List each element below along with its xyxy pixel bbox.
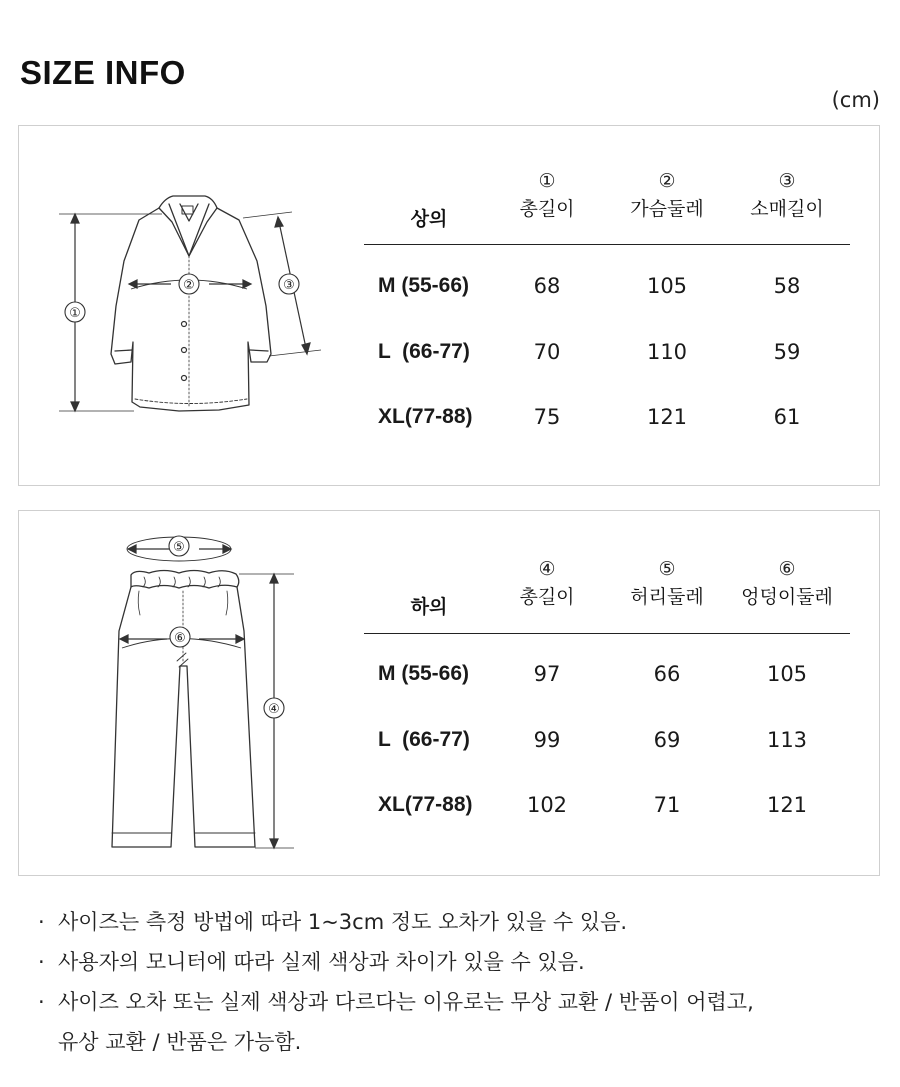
sleeve-marker-number: ③ (283, 278, 295, 293)
top-size-table (364, 126, 850, 485)
table-row (364, 271, 850, 301)
pants-illustration (19, 511, 364, 875)
bottom-column-waist: ⑤ 허리둘레 (630, 558, 704, 608)
value-cell: 97 (533, 662, 561, 686)
bottom-size-panel (18, 510, 880, 876)
bottom-table-divider (364, 633, 850, 634)
page-title: SIZE INFO (20, 54, 186, 91)
note-item: · 사용자의 모니터에 따라 실제 색상과 차이가 있을 수 있음. (38, 942, 878, 982)
value-cell: 75 (533, 405, 561, 429)
hip-marker-number: ⑥ (174, 631, 186, 646)
shirt-button (182, 348, 187, 353)
value-cell: 121 (766, 793, 808, 817)
shirt-button (182, 376, 187, 381)
value-cell: 70 (533, 340, 561, 364)
size-label: M (55-66) (378, 274, 470, 297)
value-cell: 113 (766, 728, 808, 752)
size-label: XL(77-88) (378, 793, 473, 816)
size-label: XL(77-88) (378, 405, 473, 428)
top-column-sleeve: ③ 소매길이 (750, 170, 824, 220)
note-item (38, 982, 878, 1062)
value-cell: 121 (646, 405, 688, 429)
top-column-length: ① 총길이 (519, 170, 575, 220)
note-line-continued: 유상 교환 / 반품은 가능함. (58, 1030, 302, 1054)
bottom-column-length: ④ 총길이 (519, 558, 575, 608)
pants-length-marker-number: ④ (268, 702, 280, 717)
value-cell: 110 (646, 340, 688, 364)
notes-list (38, 902, 878, 1062)
table-row (364, 790, 850, 820)
value-cell: 61 (773, 405, 801, 429)
size-label: M (55-66) (378, 662, 470, 685)
table-row (364, 725, 850, 755)
waist-marker-number: ⑤ (173, 540, 185, 555)
bottom-column-hip: ⑥ 엉덩이둘레 (741, 558, 833, 608)
value-cell: 102 (526, 793, 568, 817)
size-label: L (66-77) (378, 728, 470, 751)
pants-waistband (131, 571, 239, 589)
value-cell: 105 (766, 662, 808, 686)
value-cell: 69 (653, 728, 681, 752)
pants-outline (112, 587, 255, 847)
top-table-divider (364, 244, 850, 245)
top-size-panel (18, 125, 880, 486)
value-cell: 99 (533, 728, 561, 752)
value-cell: 66 (653, 662, 681, 686)
top-table-category: 상의 (410, 208, 448, 230)
top-column-chest: ② 가슴둘레 (630, 170, 704, 220)
table-row (364, 659, 850, 689)
unit-label: (cm) (831, 88, 880, 112)
note-item: · 사이즈는 측정 방법에 따라 1~3cm 정도 오차가 있을 수 있음. (38, 902, 878, 942)
value-cell: 105 (646, 274, 688, 298)
shirt-button (182, 322, 187, 327)
shirt-body-outline (111, 208, 271, 411)
length-marker-number: ① (69, 306, 81, 321)
value-cell: 58 (773, 274, 801, 298)
note-line: 사이즈 오차 또는 실제 색상과 다르다는 이유로는 무상 교환 / 반품이 어렵고, (58, 990, 754, 1014)
bottom-table-category: 하의 (410, 596, 448, 618)
bottom-size-table (364, 511, 850, 875)
value-cell: 71 (653, 793, 681, 817)
table-row (364, 337, 850, 367)
value-cell: 68 (533, 274, 561, 298)
size-label: L (66-77) (378, 340, 470, 363)
shirt-illustration (19, 126, 364, 485)
chest-marker-number: ② (183, 278, 195, 293)
table-row (364, 402, 850, 432)
value-cell: 59 (773, 340, 801, 364)
